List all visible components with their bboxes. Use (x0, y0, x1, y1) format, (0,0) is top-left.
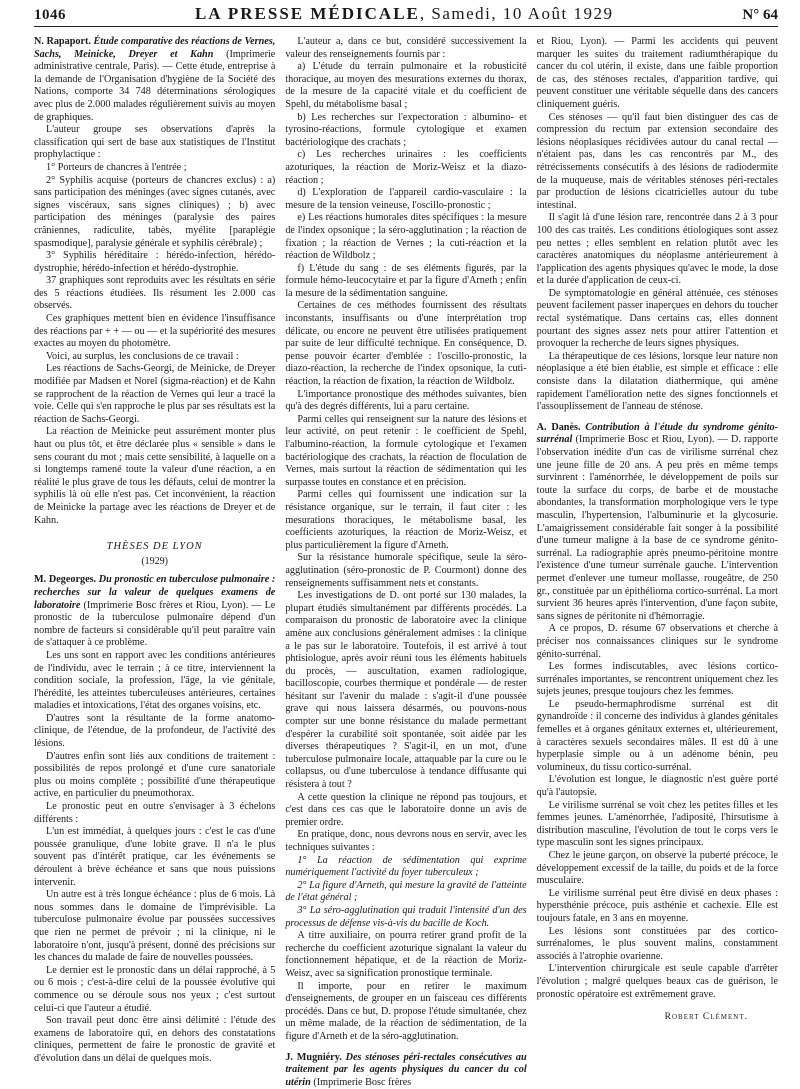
paragraph: A ce propos, D. résume 67 observations et cherche à préciser nos connaissances cliniques sur le syndrome génito-surrénal. (537, 623, 778, 661)
paragraph: Les uns sont en rapport avec les conditions antérieures de l'individu, avec le terrain ; à ce titre, interviennent la condition sociale, la profession, l'âge, la vie génitale, l'hérédité, les atteintes tuberculeuses antérieures, certaines maladies et intoxications, l'état des organes voisins, etc. (34, 650, 275, 713)
paragraph: Les réactions de Sachs-Georgi, de Meinicke, de Dreyer modifiée par Madsen et Norel (sigma-réaction) et de Kahn se rapprochent de la réaction de Vernes qui leur a tracé la voie. Celle qui s'en rapproche le plus par ses résultats est la réaction de Sachs-Georgi. (34, 363, 275, 426)
article-degeorges-heading (34, 574, 275, 650)
article-title: Étude comparative des réactions de Vernes, Sachs, Meinicke, Dreyer et Kahn (34, 36, 275, 60)
text-columns (34, 36, 778, 1076)
paragraph: Certaines de ces méthodes fournissent des résultats inconstants, insuffisants ou d'une interprétation trop délicate, ou encore ne peuvent être utilisées pratiquement par suite de leur difficulté technique. En conséquence, D. pense pouvoir écarter d'emblée : l'oscillo-pronostic, la diazo-réaction, la recherche de l'index opsonique, la cuti-réaction, la réaction de fixation, la réaction de Wildbolz. (285, 300, 526, 388)
issue-number: N° 64 (742, 7, 778, 24)
paragraph: Le pronostic de la tuberculose pulmonaire dépend d'un nombre de facteurs si considérable qu'il peut paraître vain de s'attaquer à ce problème. (34, 600, 275, 649)
paragraph: Le dernier est le pronostic dans un délai rapproché, à 5 ou 6 mois ; c'est-à-dire celui de la poussée évolutive qui commence ou se déroule sous nos yeux ; c'est surtout celui-ci que l'auteur a étudié. (34, 965, 275, 1015)
paragraph: D'autres sont la résultante de la forme anatomo-clinique, de l'étendue, de la profondeur, de l'activité des lésions. (34, 713, 275, 751)
article-title: Des sténoses péri-rectales consécutives au traitement par les agents physiques du cancer du col utérin (285, 1052, 526, 1088)
article-danes-heading (537, 422, 778, 624)
paragraph: Un autre est à très longue échéance : plus de 6 mois. Là nous sommes dans le domaine de l'imprévisible. La tuberculose pulmonaire évolue par poussées successives que rien ne permet de prévoir ; ni la clinique, ni le laboratoire n'ont, jusqu'à présent, donné des précisions sur les chances du malade de faire de nouvelles poussées. (34, 889, 275, 965)
article-publisher: (Imprimerie Bosc et Riou, Lyon). — (572, 434, 727, 445)
paragraph: L'importance pronostique des méthodes suivantes, bien qu'à des degrés différents, lui a paru certaine. (285, 389, 526, 414)
paragraph: Parmi celles qui renseignent sur la nature des lésions et leur activité, on peut retenir : le coefficient de Spehl, l'albumino-réaction, la formule cytologique et l'examen bactériologique des crachats, la réaction de floculation de Vernes, mais surtout la réaction de sédimentation qui les surpasse toutes en constance et en précision. (285, 414, 526, 490)
article-author: N. Rapaport. (34, 36, 91, 47)
section-title: THÈSES DE LYON (34, 541, 275, 554)
page-header (34, 4, 778, 27)
paragraph: De symptomatologie en général atténuée, ces sténoses peuvent facilement passer inaperçues en dehors du toucher rectal systématique. Dans certains cas, elles donnent pourtant des signes assez nets pour attirer l'attention et provoquer la recherche de leurs signes physiques. (537, 288, 778, 351)
paragraph: Cette étude, entreprise à la demande de l'Organisation d'hygiène de la Société des Nations, comporte 34 748 déterminations sérologiques avec plus de 2.000 malades régulièrement suivis au moyen de graphiques. (34, 61, 275, 122)
paragraph: e) Les réactions humorales dites spécifiques : la mesure de l'index opsonique ; la séro-agglutination ; la réaction de fixation ; la réaction de Vernes ; la cuti-réaction et la réaction de Wildbolz ; (285, 212, 526, 262)
paragraph: 3° Syphilis héréditaire : hérédo-infection, hérédo-dystrophie, hérédo-infection et hérédo-dystrophie. (34, 250, 275, 275)
spacer (285, 1044, 526, 1052)
paragraph: L'un est immédiat, à quelques jours : c'est le cas d'une poussée granulique, d'une lobite grave. Il n'a le plus souvent pas d'intérêt pratique, car les événements se déroulent à brève échéance et sans que nous puissions intervenir. (34, 826, 275, 889)
paragraph: Il s'agit là d'une lésion rare, rencontrée dans 2 à 3 pour 100 des cas traités. Les conditions étiologiques sont assez peu nettes ; elles semblent en relation plutôt avec les caractères anatomiques du néoplasme antérieurement à l'application des agents physiques qu'avec le mode, la dose et la durée d'application de ceux-ci. (537, 212, 778, 288)
signature: Robert Clément. (537, 1011, 778, 1024)
paragraph: Le pronostic peut en outre s'envisager à 3 échelons différents : (34, 801, 275, 826)
article-author: M. Degeorges. (34, 574, 96, 585)
paragraph: 37 graphiques sont reproduits avec les résultats en série des 5 réactions étudiées. Ils résument les 2.000 cas observés. (34, 275, 275, 313)
paragraph: b) Les recherches sur l'expectoration : albumino- et tyrosino-réactions, formule cytologique et examen bactériologique des crachats ; (285, 112, 526, 150)
paragraph: Le virilisme surrénal se voit chez les petites filles et les femmes jeunes. L'aménorrhée, l'adiposité, l'hirsutisme à distribution masculine, l'évolution de tout le corps vers le type masculin sont les signes principaux. (537, 800, 778, 850)
journal-title (195, 4, 614, 24)
journal-name: LA PRESSE MÉDICALE (195, 4, 420, 23)
page-number: 1046 (34, 7, 66, 24)
paragraph: L'intervention chirurgicale est seule capable d'arrêter l'évolution ; malgré quelques beaux cas de guérison, le pronostic opératoire est extrêmement grave. (537, 963, 778, 1001)
article-title: Contribution à l'étude du syndrome génito-surrénal (537, 422, 778, 446)
article-author: A. Danès. (537, 422, 581, 433)
column-2 (285, 36, 526, 1089)
paragraph: A titre auxiliaire, on pourra retirer grand profit de la recherche du coefficient azoturique signalant la valeur du fonctionnement hépatique, et de la réaction de Moriz-Weisz, avec sa signification pronostique terminale. (285, 930, 526, 980)
paragraph: Sur la résistance humorale spécifique, seule la séro-agglutination (séro-pronostic de P. Courmont) donne des renseignements suffisamment nets et constants. (285, 552, 526, 590)
article-publisher: (Imprimerie administrative centrale, Paris). — (34, 49, 275, 73)
paragraph: Ces sténoses — qu'il faut bien distinguer des cas de compression du rectum par extension secondaire des lésions néoplasiques récidivées autour du canal rectal — n'étaient pas, dans les cas rencontrés par M., des rétrécissements consécutifs à des lésions de radiodermite de la muqueuse, mais de véritables sténoses péri-rectales par production de lésions cicatricielles autour du tube intestinal. (537, 112, 778, 213)
paragraph: Le virilisme surrénal peut être divisé en deux phases : hypersthénie précoce, puis asthénie et cachexie. Elle est toujours fatale, en 3 ans en moyenne. (537, 888, 778, 926)
article-publisher: (Imprimerie Bosc frères (311, 1077, 411, 1088)
paragraph: Le pseudo-hermaphrodisme surrénal est dit gynandroïde : il concerne des individus à glandes génitales femelles et à organes génitaux externes et, ultérieurement, à caractères sexuels secondaires mâles. Il est dû à une hyperplasie simple ou à un adénome bénin, peu volumineux, du tissu cortico-surrénal. (537, 699, 778, 775)
paragraph: Son travail peut donc être ainsi délimité : l'étude des examens de laboratoire qui, en dehors des constatations cliniques, permettent de faire le pronostic de gravité et d'évolution dans un délai de quelques mois. (34, 1015, 275, 1065)
article-mugniery-heading (285, 1052, 526, 1089)
article-title: Du pronostic en tuberculose pulmonaire : recherches sur la valeur de quelques examens de laboratoire (34, 574, 275, 610)
paragraph: Les lésions sont constituées par des cortico-surrénalomes, le plus souvent malins, constamment associés à l'atrophie ovarienne. (537, 926, 778, 964)
paragraph: d) L'exploration de l'appareil cardio-vasculaire : la mesure de la tension veineuse, l'oscillo-pronostic ; (285, 187, 526, 212)
paragraph: 2° Syphilis acquise (porteurs de chancres exclus) : a) sans participation des méninges (avec signes cutanés, avec signes viscéraux, sans signes cliniques) ; b) avec participation des méninges (paralysie des paires crâniennes, radiculite, tabès, myélite [paraplégie spasmodique], paralysie générale et syphilis cérébrale) ; (34, 175, 275, 251)
paragraph: Il importe, pour en retirer le maximum d'enseignements, de grouper en un faisceau ces différents procédés. Dans ce but, D. propose l'étude simultanée, chez un même malade, de la réaction de sédimentation, de la figure d'Arneth et de la séro-agglutination. (285, 981, 526, 1044)
paragraph: 1° Porteurs de chancres à l'entrée ; (34, 162, 275, 175)
paragraph: Parmi celles qui fournissent une indication sur la résistance organique, sur le terrain, il faut citer : les mesurations thoraciques, le métabolisme basal, les coefficients azoturiques, la réaction de Moriz-Weisz, et plus particulièrement la figure d'Arneth. (285, 489, 526, 552)
article-publisher: (Imprimerie Bosc frères et Riou, Lyon). — (80, 600, 261, 611)
paragraph: f) L'étude du sang : de ses éléments figurés, par la formule hémo-leucocytaire et par la figure d'Arneth ; enfin la mesure de la sédimentation sanguine. (285, 263, 526, 301)
column-3 (537, 36, 778, 1089)
paragraph: A cette question la clinique ne répond pas toujours, et c'est dans ces cas que le laboratoire donne un avis de premier ordre. (285, 792, 526, 830)
paragraph: et Riou, Lyon). — Parmi les accidents qui peuvent marquer les suites du traitement radiumthérapique du cancer du col utérin, il existe, dans une faible proportion de cas, des sténoses rectales, d'apparition tardive, qui peuvent constituer une véritable séquelle dans des cancers cliniquement guéris. (537, 36, 778, 112)
paragraph: Les formes indiscutables, avec lésions cortico-surrénales importantes, se rencontrent uniquement chez les sujets jeunes, presque toujours chez les femmes. (537, 661, 778, 699)
paragraph: D'autres enfin sont liés aux conditions de traitement : possibilités de repos prolongé et d'une cure sanatoriale plus ou moins complète ; possibilité d'une thérapeutique active, en particulier du pneumothorax. (34, 751, 275, 801)
paragraph: En pratique, donc, nous devrons nous en servir, avec les techniques suivantes : (285, 829, 526, 854)
paragraph: a) L'étude du terrain pulmonaire et la robusticité thoracique, au moyen des mesurations externes du thorax, de la mesure de la capacité vitale et du coefficient de Spehl, du métabolisme basal ; (285, 61, 526, 111)
paragraph: Les investigations de D. ont porté sur 130 malades, la plupart étudiés simultanément par différents procédés. La comparaison du pronostic de laboratoire avec la clinique amène aux conclusions généralement admises : la clinique a le pas sur le laboratoire. Toutefois, il est arrivé à tout phtisiologue, après avoir réuni tous les éléments habituels du procès, — auscultation, examen radiologique, bacilloscopie, courbes thermique et pondérale — de rester hésitant sur l'avenir du malade : s'agit-il d'une poussée grave qui nous laissera désarmés, ou pouvons-nous compter sur une bonne résistance du malade permettant d'espérer la curabilité soit spontanée, soit aidée par les diverses thérapeutiques ? S'agit-il, en un mot, d'une tuberculose pulmonaire locale, attaquable par la cure ou le collapsus, ou d'une tuberculose à tendance diffusante qui résistera à tout ? (285, 590, 526, 792)
article-rapaport-heading (34, 36, 275, 124)
paragraph: c) Les recherches urinaires : les coefficients azoturiques, la réaction de Moriz-Weisz et la diazo-réaction ; (285, 149, 526, 187)
paragraph: 1° La réaction de sédimentation qui exprime numériquement l'activité du foyer tuberculeux ; (285, 855, 526, 880)
issue-date: , Samedi, 10 Août 1929 (420, 4, 614, 23)
paragraph: Ces graphiques mettent bien en évidence l'insuffisance des réactions par + + — ou — et la supériorité des mesures exactes au moyen du photomètre. (34, 313, 275, 351)
paragraph: La réaction de Meinicke peut assurément monter plus haut ou plus tôt, et être déclarée plus « sensible » dans le sens courant du mot ; mais cette sensibilité, à laquelle on a si longtemps ramené toute la valeur d'une réaction, a en réalité le plus grave de tous les défauts, celui de montrer la syphilis là où elle n'est pas. Cet inconvénient, la réaction de Meinicke la partage avec les réactions de Dreyer et de Kahn. (34, 426, 275, 527)
paragraph: L'auteur groupe ses observations d'après la classification qui sert de base aux statistiques de l'Institut prophylactique : (34, 124, 275, 162)
paragraph: 2° La figure d'Arneth, qui mesure la gravité de l'atteinte de l'état général ; (285, 880, 526, 905)
paragraph: D. rapporte l'observation inédite d'un cas de virilisme surrénal chez une jeune fille de 20 ans. A peu près en même temps survinrent : l'aménorrhée, le développement de poils sur toute la surface du corps, de barbe et de moustache abondantes, la transformation morphologique vers le type masculin, l'hypertension, l'albuminurie et la glycosurie. L'amaigrissement considérable fait songer à la possibilité d'une tumeur maligne à la base de ce syndrome génito-surrénal. La radiographie après pneumo-péritoine montre l'existence d'une tumeur surrénale gauche. L'intervention permet d'enlever une tumeur mollasse, rougeâtre, de 250 gr., constituée par un épithélioma cortico-surrénal. La mort survient 36 heures après l'intervention, d'une façon subite, sans signes de péritonite ni d'hémorragie. (537, 434, 778, 621)
paragraph: Voici, au surplus, les conclusions de ce travail : (34, 351, 275, 364)
paragraph: La thérapeutique de ces lésions, lorsque leur nature non néoplasique a été bien établie, est simple et efficace : elle consiste dans la dilatation diathermique, qui amène rapidement l'amélioration nette des signes fonctionnels et l'assouplissement de l'anneau de sténose. (537, 351, 778, 414)
section-year: (1929) (34, 556, 275, 569)
spacer (537, 414, 778, 422)
paragraph: L'auteur a, dans ce but, considéré successivement la valeur des renseignements fournis par : (285, 36, 526, 61)
paragraph: Chez le jeune garçon, on observe la puberté précoce, le développement excessif de la taille, du poids et de la force musculaire. (537, 850, 778, 888)
column-1 (34, 36, 275, 1089)
paragraph: 3° La séro-agglutination qui traduit l'intensité d'un des processus de défense vis-à-vis du bacille de Koch. (285, 905, 526, 930)
article-author: J. Mugniéry. (285, 1052, 341, 1063)
paragraph: L'évolution est longue, le diagnostic n'est guère porté qu'à l'autopsie. (537, 774, 778, 799)
